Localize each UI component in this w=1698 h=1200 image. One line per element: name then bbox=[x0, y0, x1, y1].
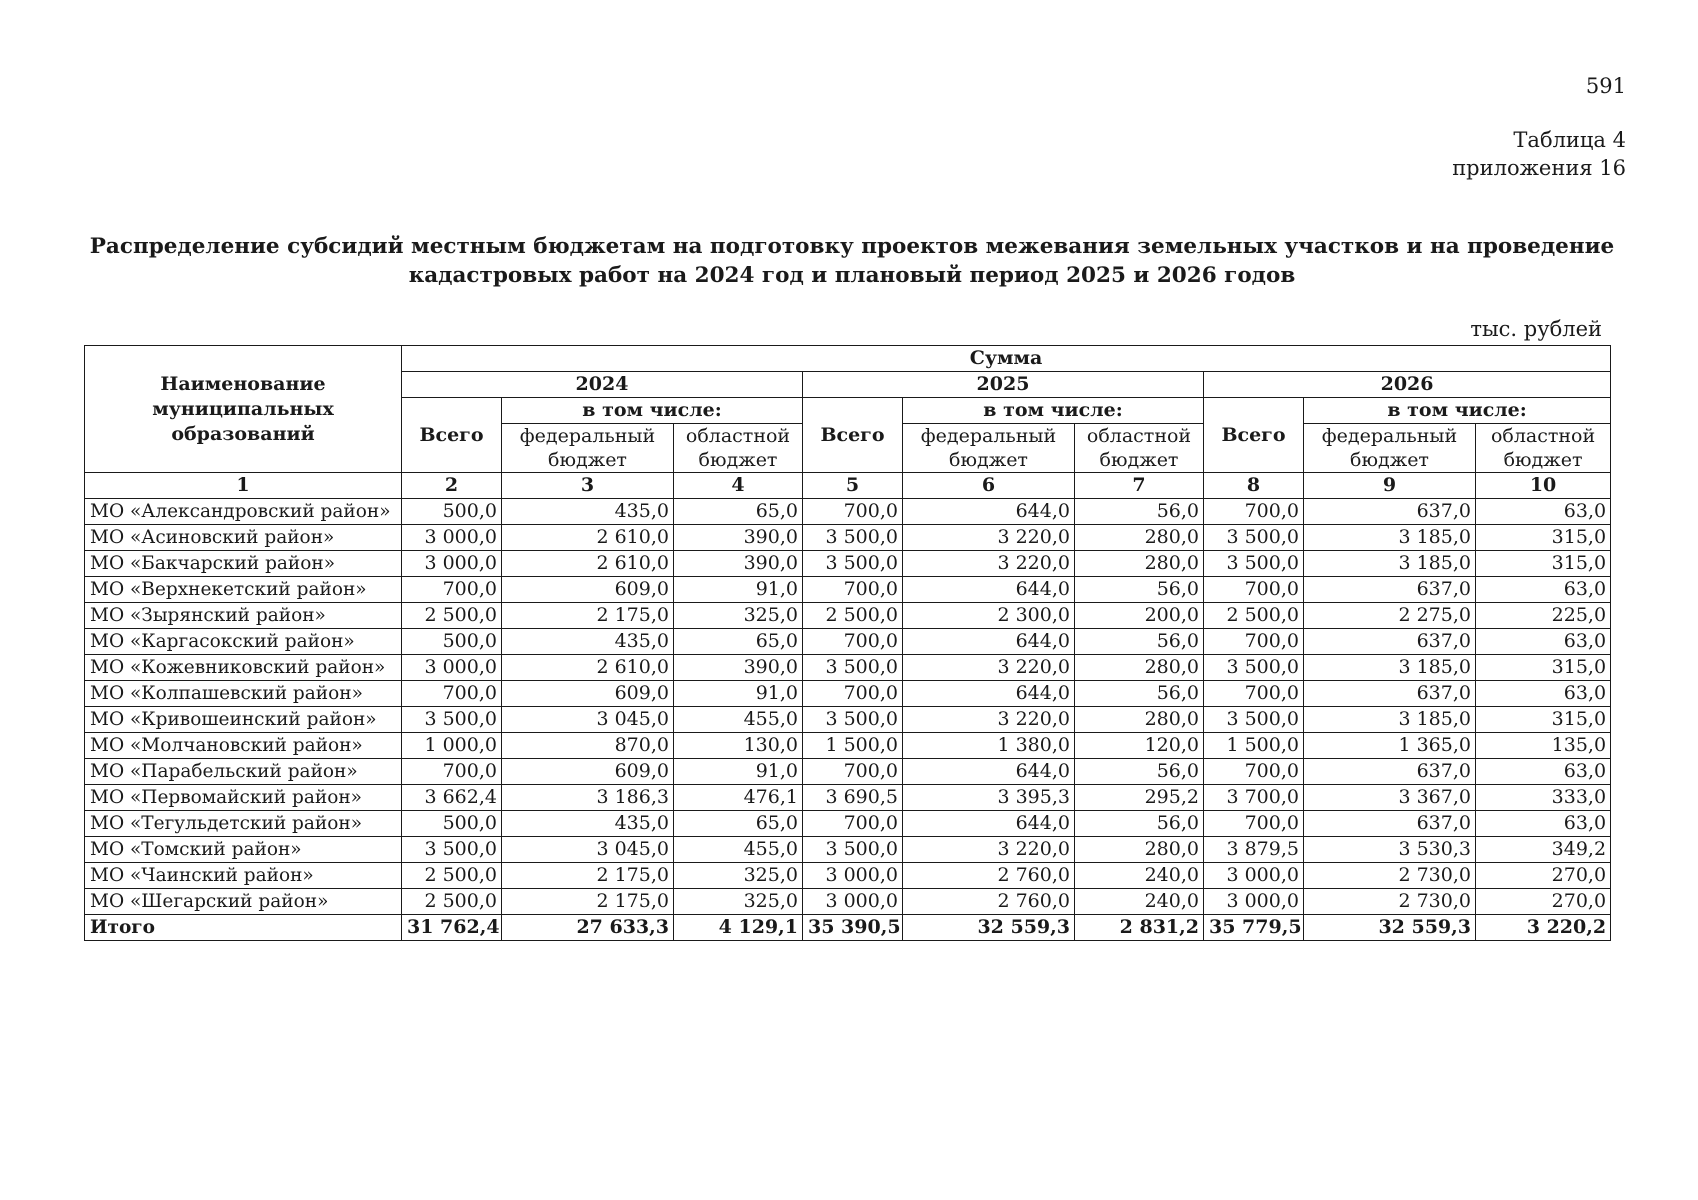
value-cell: 63,0 bbox=[1476, 811, 1611, 837]
value-cell: 3 500,0 bbox=[803, 655, 903, 681]
value-cell: 1 365,0 bbox=[1304, 733, 1476, 759]
value-cell: 700,0 bbox=[402, 759, 502, 785]
header-year-2025: 2025 bbox=[803, 372, 1204, 398]
document-title-line2: кадастровых работ на 2024 год и плановый период 2025 и 2026 годов bbox=[408, 263, 1296, 288]
value-cell: 3 395,3 bbox=[903, 785, 1075, 811]
total-row bbox=[85, 915, 1611, 941]
value-cell: 390,0 bbox=[674, 551, 803, 577]
value-cell: 609,0 bbox=[502, 681, 674, 707]
municipality-name: МО «Александровский район» bbox=[85, 499, 402, 525]
value-cell: 270,0 bbox=[1476, 863, 1611, 889]
value-cell: 3 185,0 bbox=[1304, 525, 1476, 551]
value-cell: 2 500,0 bbox=[803, 603, 903, 629]
value-cell: 63,0 bbox=[1476, 629, 1611, 655]
value-cell: 609,0 bbox=[502, 577, 674, 603]
value-cell: 280,0 bbox=[1075, 525, 1204, 551]
table-row bbox=[85, 499, 1611, 525]
value-cell: 2 275,0 bbox=[1304, 603, 1476, 629]
value-cell: 3 000,0 bbox=[803, 889, 903, 915]
value-cell: 91,0 bbox=[674, 681, 803, 707]
value-cell: 644,0 bbox=[903, 629, 1075, 655]
value-cell: 3 500,0 bbox=[1204, 525, 1304, 551]
value-cell: 240,0 bbox=[1075, 889, 1204, 915]
column-number: 1 bbox=[85, 473, 402, 499]
value-cell: 295,2 bbox=[1075, 785, 1204, 811]
document-title-line1: Распределение субсидий местным бюджетам на подготовку проектов межевания земельных участков и на проведение bbox=[89, 234, 1615, 259]
value-cell: 2 500,0 bbox=[1204, 603, 1304, 629]
header-sum: Сумма bbox=[402, 346, 1611, 372]
total-label: Итого bbox=[85, 915, 402, 941]
table-row bbox=[85, 889, 1611, 915]
value-cell: 3 185,0 bbox=[1304, 707, 1476, 733]
value-cell: 27 633,3 bbox=[502, 915, 674, 941]
value-cell: 240,0 bbox=[1075, 863, 1204, 889]
value-cell: 644,0 bbox=[903, 499, 1075, 525]
value-cell: 325,0 bbox=[674, 863, 803, 889]
value-cell: 56,0 bbox=[1075, 629, 1204, 655]
value-cell: 333,0 bbox=[1476, 785, 1611, 811]
value-cell: 315,0 bbox=[1476, 551, 1611, 577]
value-cell: 1 000,0 bbox=[402, 733, 502, 759]
value-cell: 65,0 bbox=[674, 499, 803, 525]
value-cell: 435,0 bbox=[502, 811, 674, 837]
value-cell: 700,0 bbox=[803, 811, 903, 837]
value-cell: 644,0 bbox=[903, 811, 1075, 837]
value-cell: 3 500,0 bbox=[803, 525, 903, 551]
value-cell: 637,0 bbox=[1304, 759, 1476, 785]
header-total-2024: Всего bbox=[402, 398, 502, 473]
value-cell: 3 690,5 bbox=[803, 785, 903, 811]
value-cell: 870,0 bbox=[502, 733, 674, 759]
header-regional-2024: областной бюджет bbox=[674, 424, 803, 473]
value-cell: 315,0 bbox=[1476, 525, 1611, 551]
value-cell: 65,0 bbox=[674, 811, 803, 837]
value-cell: 3 500,0 bbox=[1204, 655, 1304, 681]
municipality-name: МО «Тегульдетский район» bbox=[85, 811, 402, 837]
value-cell: 3 000,0 bbox=[402, 525, 502, 551]
municipality-name: МО «Асиновский район» bbox=[85, 525, 402, 551]
header-federal-2025: федеральный бюджет bbox=[903, 424, 1075, 473]
value-cell: 700,0 bbox=[1204, 681, 1304, 707]
value-cell: 455,0 bbox=[674, 707, 803, 733]
value-cell: 390,0 bbox=[674, 655, 803, 681]
value-cell: 2 500,0 bbox=[402, 863, 502, 889]
value-cell: 3 220,0 bbox=[903, 837, 1075, 863]
value-cell: 3 700,0 bbox=[1204, 785, 1304, 811]
value-cell: 700,0 bbox=[803, 629, 903, 655]
column-number: 5 bbox=[803, 473, 903, 499]
value-cell: 3 220,0 bbox=[903, 655, 1075, 681]
value-cell: 225,0 bbox=[1476, 603, 1611, 629]
value-cell: 637,0 bbox=[1304, 681, 1476, 707]
municipality-name: МО «Шегарский район» bbox=[85, 889, 402, 915]
value-cell: 35 779,5 bbox=[1204, 915, 1304, 941]
value-cell: 4 129,1 bbox=[674, 915, 803, 941]
value-cell: 120,0 bbox=[1075, 733, 1204, 759]
value-cell: 455,0 bbox=[674, 837, 803, 863]
value-cell: 3 500,0 bbox=[803, 837, 903, 863]
header-municipality-name: Наименование муниципальных образований bbox=[85, 346, 402, 473]
value-cell: 390,0 bbox=[674, 525, 803, 551]
value-cell: 2 760,0 bbox=[903, 863, 1075, 889]
header-federal-2024: федеральный бюджет bbox=[502, 424, 674, 473]
value-cell: 3 186,3 bbox=[502, 785, 674, 811]
value-cell: 700,0 bbox=[803, 577, 903, 603]
value-cell: 700,0 bbox=[803, 681, 903, 707]
table-row bbox=[85, 681, 1611, 707]
municipality-name: МО «Первомайский район» bbox=[85, 785, 402, 811]
value-cell: 2 730,0 bbox=[1304, 863, 1476, 889]
value-cell: 349,2 bbox=[1476, 837, 1611, 863]
value-cell: 609,0 bbox=[502, 759, 674, 785]
value-cell: 3 367,0 bbox=[1304, 785, 1476, 811]
value-cell: 3 530,3 bbox=[1304, 837, 1476, 863]
table-row bbox=[85, 733, 1611, 759]
value-cell: 280,0 bbox=[1075, 837, 1204, 863]
value-cell: 91,0 bbox=[674, 759, 803, 785]
table-row bbox=[85, 863, 1611, 889]
header-year-2026: 2026 bbox=[1204, 372, 1611, 398]
value-cell: 637,0 bbox=[1304, 629, 1476, 655]
page-number: 591 bbox=[1585, 74, 1626, 98]
municipality-name: МО «Кожевниковский район» bbox=[85, 655, 402, 681]
value-cell: 91,0 bbox=[674, 577, 803, 603]
table-reference-line2: приложения 16 bbox=[1452, 156, 1626, 180]
value-cell: 63,0 bbox=[1476, 499, 1611, 525]
value-cell: 315,0 bbox=[1476, 707, 1611, 733]
value-cell: 700,0 bbox=[1204, 577, 1304, 603]
value-cell: 644,0 bbox=[903, 759, 1075, 785]
column-number: 8 bbox=[1204, 473, 1304, 499]
table-row bbox=[85, 759, 1611, 785]
value-cell: 2 175,0 bbox=[502, 603, 674, 629]
municipality-name: МО «Парабельский район» bbox=[85, 759, 402, 785]
value-cell: 32 559,3 bbox=[1304, 915, 1476, 941]
municipality-name: МО «Колпашевский район» bbox=[85, 681, 402, 707]
document-title bbox=[84, 232, 1620, 290]
header-year-2024: 2024 bbox=[402, 372, 803, 398]
header-total-2026: Всего bbox=[1204, 398, 1304, 473]
municipality-name: МО «Томский район» bbox=[85, 837, 402, 863]
value-cell: 700,0 bbox=[1204, 499, 1304, 525]
value-cell: 2 500,0 bbox=[402, 603, 502, 629]
value-cell: 700,0 bbox=[1204, 811, 1304, 837]
value-cell: 3 185,0 bbox=[1304, 551, 1476, 577]
value-cell: 435,0 bbox=[502, 499, 674, 525]
value-cell: 3 500,0 bbox=[1204, 551, 1304, 577]
value-cell: 2 300,0 bbox=[903, 603, 1075, 629]
table-row bbox=[85, 837, 1611, 863]
municipality-name: МО «Верхнекетский район» bbox=[85, 577, 402, 603]
municipality-name: МО «Кривошеинский район» bbox=[85, 707, 402, 733]
municipality-name: МО «Каргасокский район» bbox=[85, 629, 402, 655]
value-cell: 63,0 bbox=[1476, 681, 1611, 707]
value-cell: 325,0 bbox=[674, 889, 803, 915]
value-cell: 700,0 bbox=[1204, 629, 1304, 655]
value-cell: 31 762,4 bbox=[402, 915, 502, 941]
value-cell: 700,0 bbox=[402, 681, 502, 707]
table-row bbox=[85, 629, 1611, 655]
value-cell: 3 220,0 bbox=[903, 707, 1075, 733]
table-row bbox=[85, 655, 1611, 681]
value-cell: 315,0 bbox=[1476, 655, 1611, 681]
value-cell: 500,0 bbox=[402, 629, 502, 655]
value-cell: 500,0 bbox=[402, 811, 502, 837]
value-cell: 1 500,0 bbox=[803, 733, 903, 759]
value-cell: 3 000,0 bbox=[402, 655, 502, 681]
value-cell: 2 610,0 bbox=[502, 551, 674, 577]
value-cell: 2 610,0 bbox=[502, 655, 674, 681]
value-cell: 637,0 bbox=[1304, 577, 1476, 603]
value-cell: 3 000,0 bbox=[402, 551, 502, 577]
value-cell: 65,0 bbox=[674, 629, 803, 655]
header-federal-2026: федеральный бюджет bbox=[1304, 424, 1476, 473]
table-row bbox=[85, 603, 1611, 629]
value-cell: 56,0 bbox=[1075, 759, 1204, 785]
subsidy-table bbox=[84, 345, 1611, 941]
municipality-name: МО «Зырянский район» bbox=[85, 603, 402, 629]
value-cell: 2 610,0 bbox=[502, 525, 674, 551]
value-cell: 270,0 bbox=[1476, 889, 1611, 915]
value-cell: 1 500,0 bbox=[1204, 733, 1304, 759]
value-cell: 63,0 bbox=[1476, 577, 1611, 603]
header-regional-2025: областной бюджет bbox=[1075, 424, 1204, 473]
column-number: 7 bbox=[1075, 473, 1204, 499]
value-cell: 3 220,2 bbox=[1476, 915, 1611, 941]
table-row bbox=[85, 525, 1611, 551]
municipality-name: МО «Молчановский район» bbox=[85, 733, 402, 759]
value-cell: 637,0 bbox=[1304, 499, 1476, 525]
value-cell: 3 500,0 bbox=[402, 707, 502, 733]
value-cell: 476,1 bbox=[674, 785, 803, 811]
value-cell: 130,0 bbox=[674, 733, 803, 759]
value-cell: 2 730,0 bbox=[1304, 889, 1476, 915]
column-number: 4 bbox=[674, 473, 803, 499]
value-cell: 32 559,3 bbox=[903, 915, 1075, 941]
table-row bbox=[85, 785, 1611, 811]
value-cell: 3 662,4 bbox=[402, 785, 502, 811]
table-row bbox=[85, 551, 1611, 577]
table-row bbox=[85, 811, 1611, 837]
value-cell: 56,0 bbox=[1075, 577, 1204, 603]
value-cell: 3 500,0 bbox=[803, 707, 903, 733]
column-number: 9 bbox=[1304, 473, 1476, 499]
value-cell: 700,0 bbox=[402, 577, 502, 603]
value-cell: 435,0 bbox=[502, 629, 674, 655]
table-row bbox=[85, 707, 1611, 733]
value-cell: 56,0 bbox=[1075, 811, 1204, 837]
value-cell: 280,0 bbox=[1075, 655, 1204, 681]
value-cell: 700,0 bbox=[803, 499, 903, 525]
value-cell: 2 175,0 bbox=[502, 889, 674, 915]
header-including-2024: в том числе: bbox=[502, 398, 803, 424]
value-cell: 700,0 bbox=[803, 759, 903, 785]
value-cell: 3 000,0 bbox=[1204, 863, 1304, 889]
table-reference bbox=[1452, 126, 1626, 182]
value-cell: 3 500,0 bbox=[402, 837, 502, 863]
value-cell: 3 185,0 bbox=[1304, 655, 1476, 681]
header-regional-2026: областной бюджет bbox=[1476, 424, 1611, 473]
value-cell: 63,0 bbox=[1476, 759, 1611, 785]
value-cell: 2 831,2 bbox=[1075, 915, 1204, 941]
value-cell: 2 500,0 bbox=[402, 889, 502, 915]
value-cell: 35 390,5 bbox=[803, 915, 903, 941]
table-row bbox=[85, 577, 1611, 603]
table-header bbox=[85, 346, 1611, 499]
column-number: 3 bbox=[502, 473, 674, 499]
value-cell: 3 500,0 bbox=[1204, 707, 1304, 733]
value-cell: 3 000,0 bbox=[1204, 889, 1304, 915]
column-number: 10 bbox=[1476, 473, 1611, 499]
value-cell: 3 220,0 bbox=[903, 551, 1075, 577]
value-cell: 56,0 bbox=[1075, 681, 1204, 707]
value-cell: 1 380,0 bbox=[903, 733, 1075, 759]
value-cell: 3 045,0 bbox=[502, 707, 674, 733]
value-cell: 3 500,0 bbox=[803, 551, 903, 577]
municipality-name: МО «Бакчарский район» bbox=[85, 551, 402, 577]
value-cell: 3 000,0 bbox=[803, 863, 903, 889]
value-cell: 3 879,5 bbox=[1204, 837, 1304, 863]
value-cell: 2 760,0 bbox=[903, 889, 1075, 915]
column-number: 2 bbox=[402, 473, 502, 499]
units-label: тыс. рублей bbox=[1470, 317, 1602, 341]
value-cell: 700,0 bbox=[1204, 759, 1304, 785]
header-including-2025: в том числе: bbox=[903, 398, 1204, 424]
header-including-2026: в том числе: bbox=[1304, 398, 1611, 424]
value-cell: 280,0 bbox=[1075, 551, 1204, 577]
table-reference-line1: Таблица 4 bbox=[1513, 128, 1626, 152]
value-cell: 200,0 bbox=[1075, 603, 1204, 629]
value-cell: 644,0 bbox=[903, 681, 1075, 707]
value-cell: 135,0 bbox=[1476, 733, 1611, 759]
value-cell: 3 220,0 bbox=[903, 525, 1075, 551]
value-cell: 2 175,0 bbox=[502, 863, 674, 889]
value-cell: 637,0 bbox=[1304, 811, 1476, 837]
table-body bbox=[85, 499, 1611, 941]
column-number: 6 bbox=[903, 473, 1075, 499]
value-cell: 325,0 bbox=[674, 603, 803, 629]
value-cell: 56,0 bbox=[1075, 499, 1204, 525]
value-cell: 280,0 bbox=[1075, 707, 1204, 733]
value-cell: 500,0 bbox=[402, 499, 502, 525]
header-total-2025: Всего bbox=[803, 398, 903, 473]
municipality-name: МО «Чаинский район» bbox=[85, 863, 402, 889]
value-cell: 3 045,0 bbox=[502, 837, 674, 863]
value-cell: 644,0 bbox=[903, 577, 1075, 603]
